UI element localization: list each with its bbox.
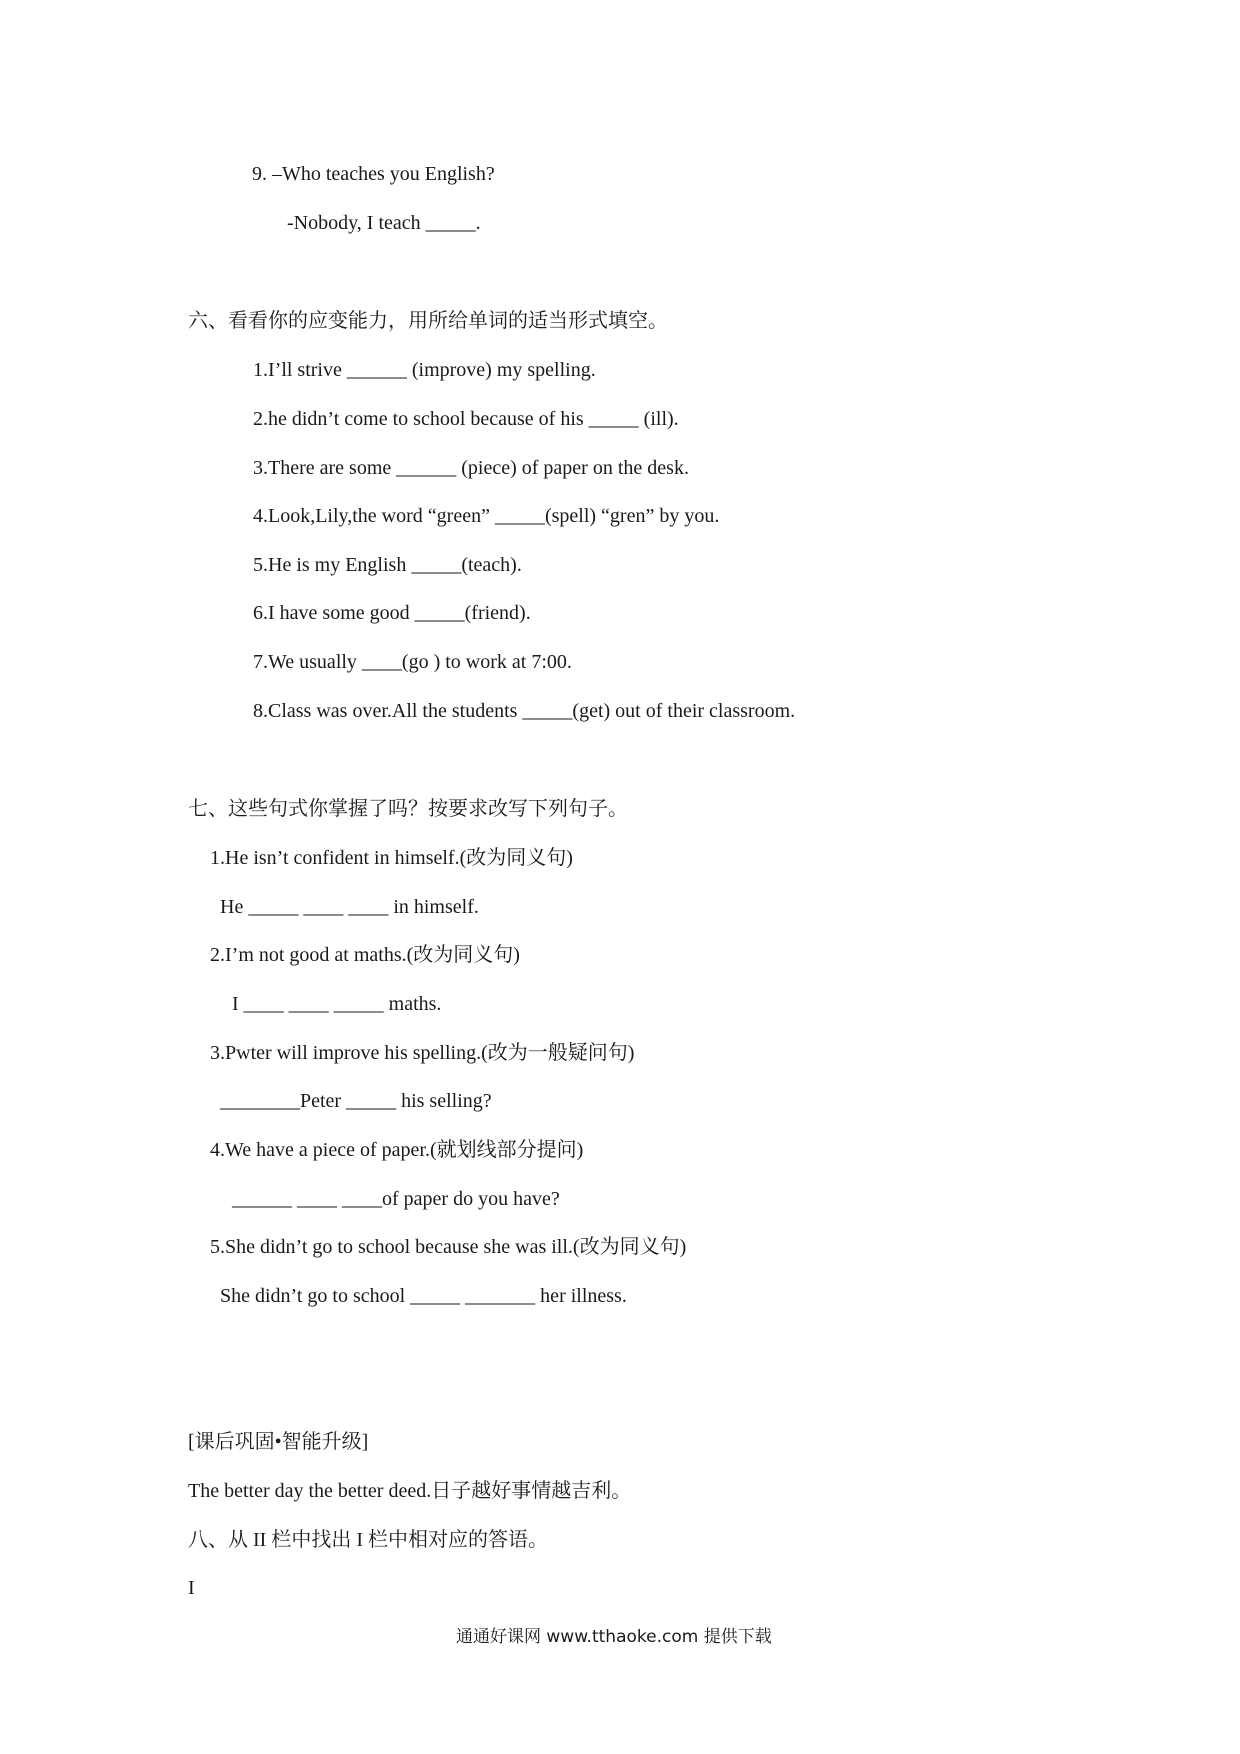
section7-answer: I ____ ____ _____ maths. [232, 993, 442, 1015]
section7-prompt: 1.He isn’t confident in himself.(改为同义句) [210, 847, 573, 869]
section6-item: 6.I have some good _____(friend). [253, 602, 531, 624]
section6-item: 1.I’ll strive ______ (improve) my spelling. [253, 359, 596, 381]
proverb: The better day the better deed.日子越好事情越吉利。 [188, 1480, 632, 1502]
q9-answer: -Nobody, I teach _____. [287, 212, 481, 234]
page-footer: 通通好课网 www.tthaoke.com 提供下载 [456, 1627, 772, 1647]
section7-prompt: 4.We have a piece of paper.(就划线部分提问) [210, 1139, 584, 1161]
section8-heading: 八、从 II 栏中找出 I 栏中相对应的答语。 [188, 1529, 548, 1551]
section7-answer: ________Peter _____ his selling? [220, 1090, 492, 1112]
section6-item: 8.Class was over.All the students _____(get) out of their classroom. [253, 700, 796, 722]
section7-heading: 七、这些句式你掌握了吗？按要求改写下列句子。 [188, 798, 628, 820]
section7-prompt: 5.She didn’t go to school because she was ill.(改为同义句) [210, 1236, 687, 1258]
section7-answer: She didn’t go to school _____ _______ her illness. [220, 1285, 627, 1307]
section6-item: 5.He is my English _____(teach). [253, 554, 522, 576]
consolidation-heading: [课后巩固•智能升级] [188, 1431, 369, 1453]
section6-item: 4.Look,Lily,the word “green” _____(spell) “gren” by you. [253, 505, 720, 527]
section7-prompt: 2.I’m not good at maths.(改为同义句) [210, 944, 520, 966]
section7-prompt: 3.Pwter will improve his spelling.(改为一般疑问句) [210, 1042, 635, 1064]
section7-answer: He _____ ____ ____ in himself. [220, 896, 479, 918]
section6-item: 3.There are some ______ (piece) of paper on the desk. [253, 457, 689, 479]
column-label: I [188, 1577, 195, 1599]
section6-item: 2.he didn’t come to school because of his _____ (ill). [253, 408, 679, 430]
section6-heading: 六、看看你的应变能力，用所给单词的适当形式填空。 [188, 310, 668, 332]
section7-answer: ______ ____ ____of paper do you have? [232, 1188, 560, 1210]
section6-item: 7.We usually ____(go ) to work at 7:00. [253, 651, 572, 673]
q9-question: 9. –Who teaches you English? [252, 163, 495, 185]
